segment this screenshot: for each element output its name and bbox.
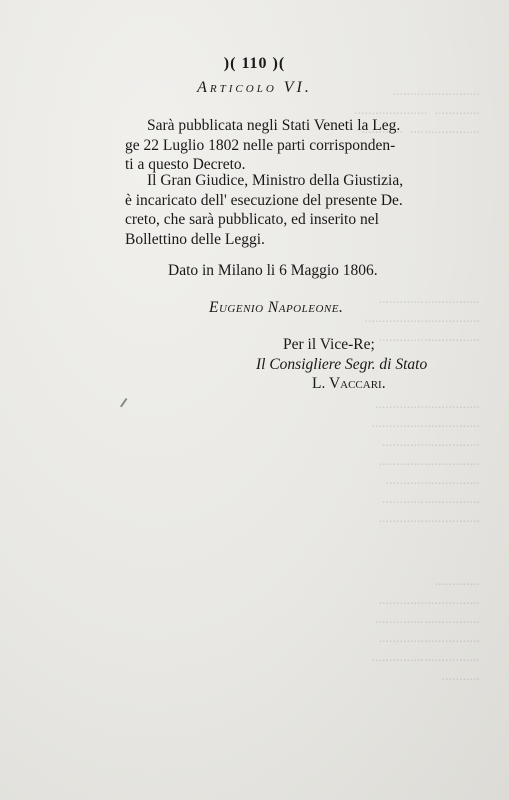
date-line: Dato in Milano li 6 Maggio 1806. (168, 262, 378, 279)
vaccari-signature: L. Vaccari. (312, 375, 386, 392)
signer-name: Eugenio Napoleone. (209, 299, 344, 316)
paragraph-line: Sarà pubblicata negli Stati Veneti la Leg. (147, 117, 401, 134)
paragraph-line: ti a questo Decreto. (125, 156, 246, 174)
paragraph-line: Bollettino delle Leggi. (125, 230, 265, 248)
paragraph-line: è incaricato dell' esecuzione del presente De. (125, 191, 403, 209)
article-heading: Articolo VI. (197, 79, 312, 96)
paragraph-line: creto, che sarà pubblicato, ed inserito nel (125, 211, 379, 229)
bleed-through-text: ............. ............................. .............................. ............................. ............................... ........... (371, 574, 480, 684)
bleed-through-text: .............................. ............................... ............................ ............................. ........................... ............................ ............................. (371, 397, 480, 526)
paragraph-line: ge 22 Luglio 1802 nelle parti corrisponden- (125, 136, 396, 154)
bleed-through-text: ............................. ................................. ............................. (364, 292, 480, 345)
page-number: )( 110 )( (223, 55, 286, 72)
bleed-through-text: ......................... ............. ..................... .................... ............ (354, 84, 480, 137)
paragraph-2 (125, 171, 404, 249)
per-vice-re-line: Per il Vice-Re; (283, 336, 375, 353)
paragraph-line: Il Gran Giudice, Ministro della Giustizia, (147, 172, 404, 189)
consigliere-line: Il Consigliere Segr. di Stato (256, 356, 428, 373)
paragraph-1 (125, 116, 401, 175)
ink-mark (120, 398, 134, 412)
